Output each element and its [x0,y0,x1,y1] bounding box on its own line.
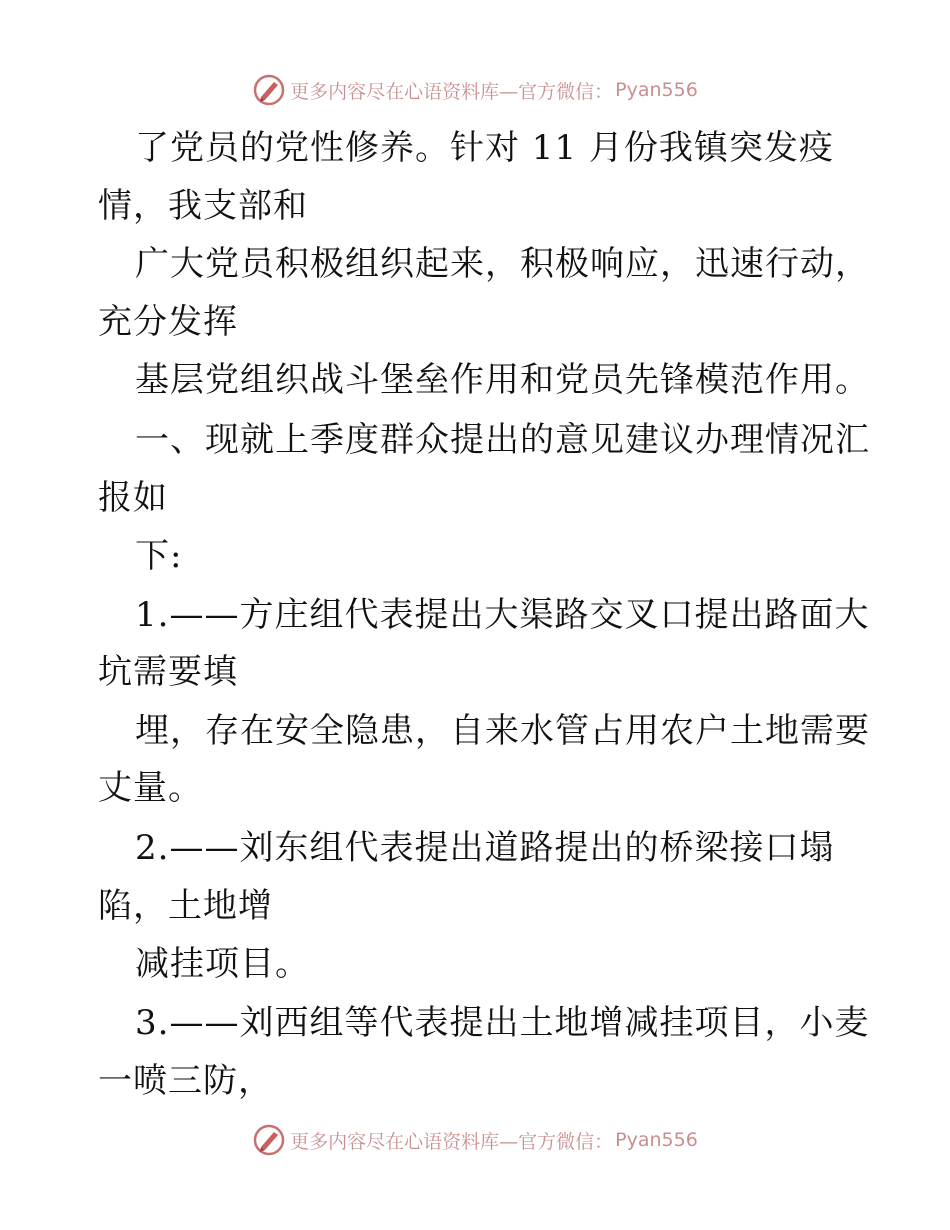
text-line: 坑需要填 [98,652,238,692]
text-line: 报如 [98,478,168,518]
text-line: 下: [135,536,183,576]
text-line: 情，我支部和 [98,186,308,226]
text-line: 了党员的党性修养。针对 11 月份我镇突发疫 [135,128,834,168]
text-line: 基层党组织战斗堡垒作用和党员先锋模范作用。 [135,360,870,400]
text-line: 一喷三防， [98,1061,273,1101]
watermark-wechat-id: Pyan556 [615,79,698,101]
pen-seal-icon [252,73,286,107]
text-line: 陷，土地增 [98,886,273,926]
watermark-banner-top [0,70,950,110]
text-line: 减挂项目。 [135,944,310,984]
text-line: 3.——刘西组等代表提出土地增减挂项目，小麦 [135,1003,870,1043]
text-line: 充分发挥 [98,302,238,342]
text-line: 埋，存在安全隐患，自来水管占用农户土地需要 [135,711,870,751]
watermark-text: 更多内容尽在心语资料库—官方微信： [290,1130,614,1153]
watermark-text: 更多内容尽在心语资料库—官方微信： [290,80,614,103]
text-line: 1.——方庄组代表提出大渠路交叉口提出路面大 [135,595,870,635]
watermark-wechat-id: Pyan556 [615,1129,698,1151]
text-line: 丈量。 [98,768,203,808]
watermark-banner-bottom [0,1120,950,1160]
pen-seal-icon [252,1123,286,1157]
text-line: 广大党员积极组织起来，积极响应，迅速行动， [135,244,870,284]
text-line: 2.——刘东组代表提出道路提出的桥梁接口塌 [135,828,835,868]
text-line: 一、现就上季度群众提出的意见建议办理情况汇 [135,420,870,460]
